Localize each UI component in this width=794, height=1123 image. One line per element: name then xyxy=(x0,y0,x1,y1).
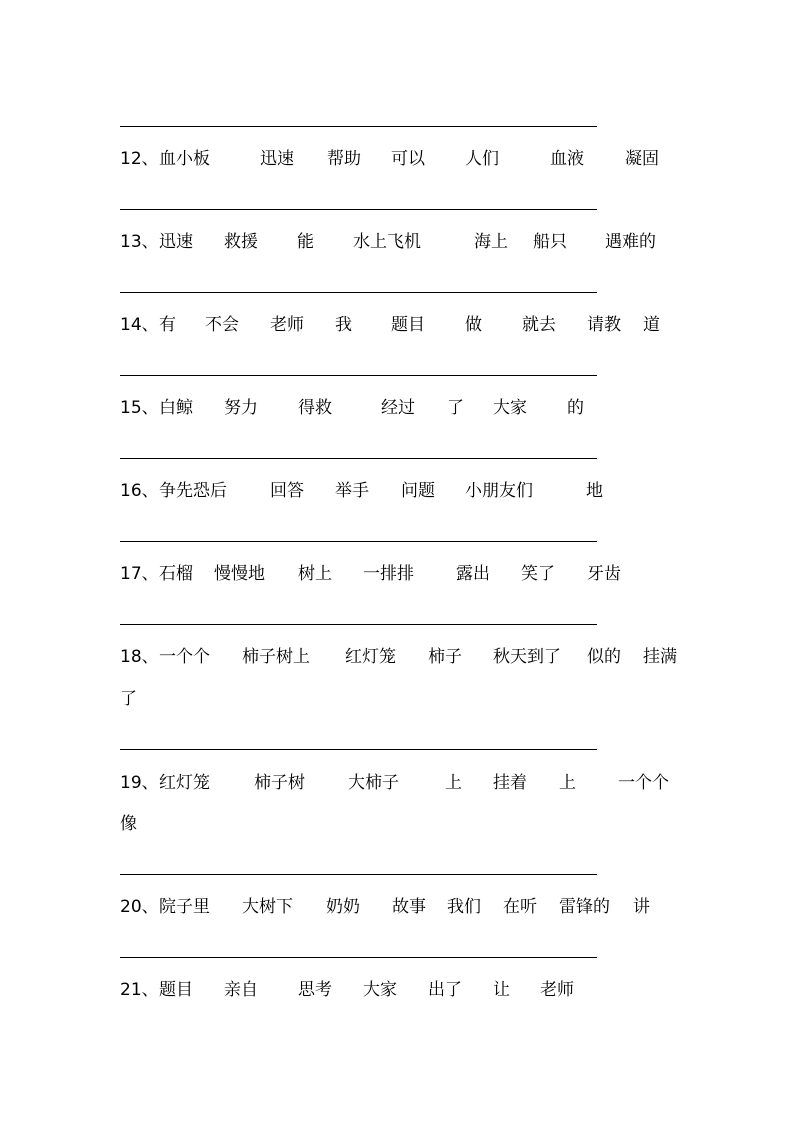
word: 出了 xyxy=(428,980,462,1000)
word: 的 xyxy=(567,398,584,418)
question-18-continuation: 了 xyxy=(120,689,137,709)
word: 牙齿 xyxy=(587,564,621,584)
word: 一个个 xyxy=(618,773,669,793)
word: 柿子 xyxy=(428,647,462,667)
answer-line xyxy=(120,624,597,625)
answer-line xyxy=(120,126,597,127)
word: 故事 xyxy=(392,897,426,917)
question-number: 19、 xyxy=(120,773,159,793)
word: 雷锋的 xyxy=(559,897,610,917)
word: 奶奶 xyxy=(326,897,360,917)
word: 救援 xyxy=(224,232,258,252)
word: 老师 xyxy=(270,315,304,335)
word: 做 xyxy=(465,315,482,335)
question-number: 14、 xyxy=(120,315,159,335)
question-number: 20、 xyxy=(120,897,159,917)
word: 迅速 xyxy=(260,149,294,169)
word: 院子里 xyxy=(159,897,210,917)
answer-line xyxy=(120,375,597,376)
word: 血液 xyxy=(550,149,584,169)
word: 挂满 xyxy=(643,647,677,667)
word: 遇难的 xyxy=(605,232,656,252)
word: 不会 xyxy=(205,315,239,335)
word: 凝固 xyxy=(625,149,659,169)
word: 回答 xyxy=(270,481,304,501)
word: 有 xyxy=(159,315,176,335)
word: 人们 xyxy=(465,149,499,169)
word: 请教 xyxy=(587,315,621,335)
word: 问题 xyxy=(401,481,435,501)
question-number: 18、 xyxy=(120,647,159,667)
answer-line xyxy=(120,541,597,542)
word: 柿子树上 xyxy=(242,647,310,667)
answer-line xyxy=(120,292,597,293)
word: 迅速 xyxy=(159,232,193,252)
word: 讲 xyxy=(633,897,650,917)
word: 大柿子 xyxy=(348,773,399,793)
word: 亲自 xyxy=(224,980,258,1000)
question-number: 13、 xyxy=(120,232,159,252)
word: 大家 xyxy=(493,398,527,418)
word: 笑了 xyxy=(521,564,555,584)
word: 地 xyxy=(586,481,603,501)
word: 大树下 xyxy=(242,897,293,917)
word: 一排排 xyxy=(363,564,414,584)
word: 我 xyxy=(335,315,352,335)
word: 让 xyxy=(493,980,510,1000)
word: 努力 xyxy=(224,398,258,418)
word: 似的 xyxy=(587,647,621,667)
word: 帮助 xyxy=(327,149,361,169)
word: 红灯笼 xyxy=(345,647,396,667)
word: 能 xyxy=(297,232,314,252)
question-number: 15、 xyxy=(120,398,159,418)
answer-line xyxy=(120,874,597,875)
word: 树上 xyxy=(298,564,332,584)
word: 争先恐后 xyxy=(159,481,227,501)
word: 大家 xyxy=(363,980,397,1000)
answer-line xyxy=(120,749,597,750)
word: 在听 xyxy=(503,897,537,917)
word: 一个个 xyxy=(159,647,210,667)
word: 船只 xyxy=(533,232,567,252)
question-number: 17、 xyxy=(120,564,159,584)
word: 举手 xyxy=(335,481,369,501)
question-number: 21、 xyxy=(120,980,159,1000)
word: 石榴 xyxy=(159,564,193,584)
word: 上 xyxy=(445,773,462,793)
word: 挂着 xyxy=(493,773,527,793)
answer-line xyxy=(120,458,597,459)
word: 血小板 xyxy=(159,149,210,169)
word: 上 xyxy=(559,773,576,793)
word: 得救 xyxy=(298,398,332,418)
word: 秋天到了 xyxy=(493,647,561,667)
word: 红灯笼 xyxy=(159,773,210,793)
word: 题目 xyxy=(391,315,425,335)
word: 水上飞机 xyxy=(353,232,421,252)
question-19-continuation: 像 xyxy=(120,814,137,834)
question-number: 12、 xyxy=(120,149,159,169)
question-number: 16、 xyxy=(120,481,159,501)
word: 海上 xyxy=(474,232,508,252)
word: 柿子树 xyxy=(254,773,305,793)
word: 思考 xyxy=(298,980,332,1000)
word: 就去 xyxy=(522,315,556,335)
word: 题目 xyxy=(159,980,193,1000)
word: 经过 xyxy=(381,398,415,418)
word: 可以 xyxy=(391,149,425,169)
word: 慢慢地 xyxy=(214,564,265,584)
word: 了 xyxy=(447,398,464,418)
word: 露出 xyxy=(456,564,490,584)
word: 老师 xyxy=(540,980,574,1000)
word: 我们 xyxy=(447,897,481,917)
answer-line xyxy=(120,957,597,958)
word: 白鲸 xyxy=(159,398,193,418)
word: 小朋友们 xyxy=(465,481,533,501)
word: 道 xyxy=(643,315,660,335)
answer-line xyxy=(120,209,597,210)
